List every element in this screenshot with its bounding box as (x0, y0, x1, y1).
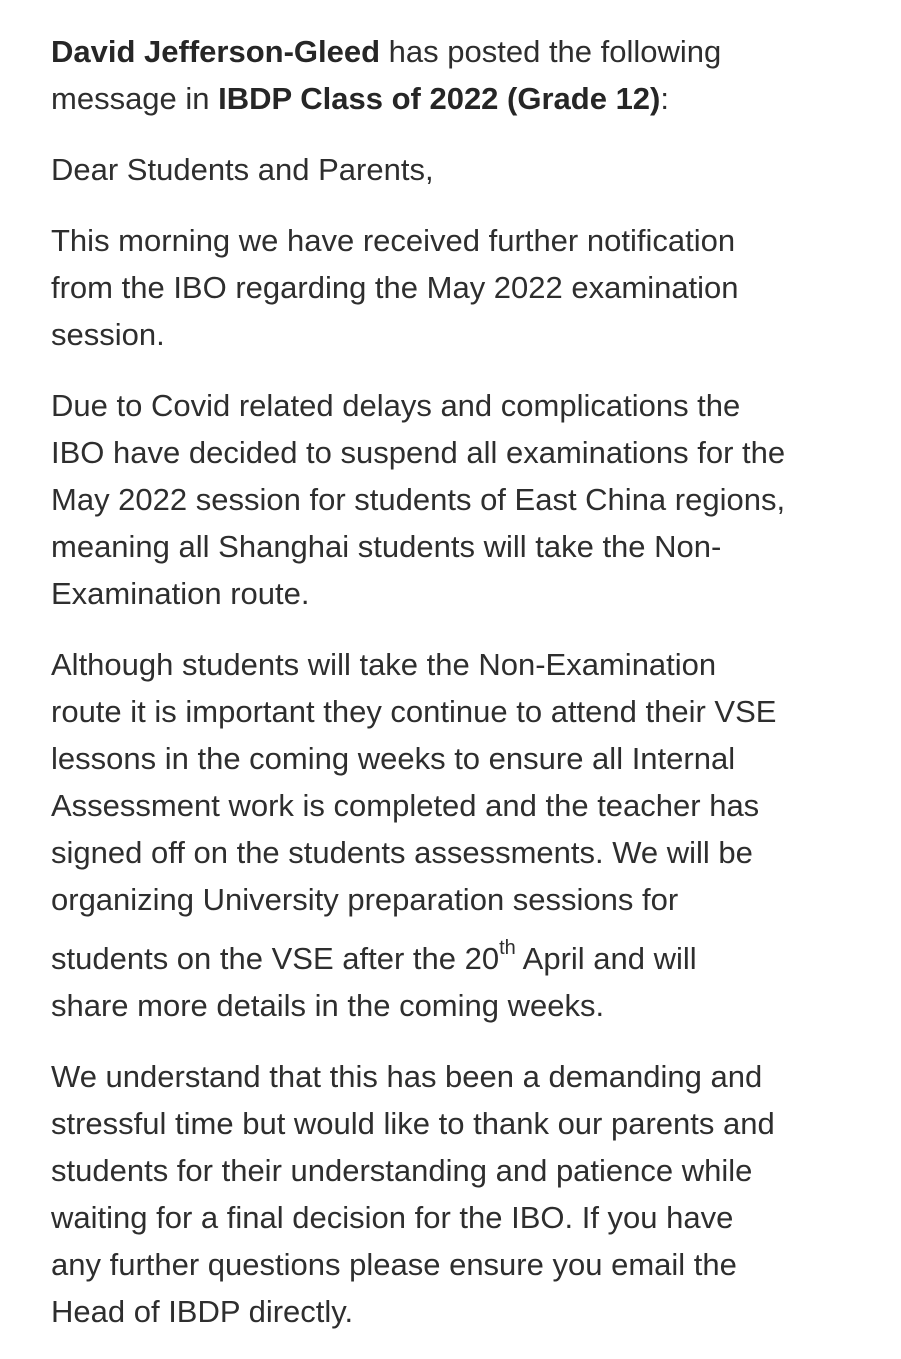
paragraph-3 (51, 641, 851, 1029)
paragraph-2 (51, 382, 851, 617)
paragraph-line: Assessment work is completed and the teacher has (51, 788, 760, 823)
message-body (51, 28, 851, 1359)
colon-text: : (660, 81, 669, 116)
paragraph-1 (51, 217, 851, 358)
paragraph-line: stressful time but would like to thank our parents and (51, 1106, 775, 1141)
paragraph-line: May 2022 session for students of East China regions, (51, 482, 786, 517)
paragraph-line: meaning all Shanghai students will take the Non- (51, 529, 722, 564)
post-header (51, 28, 851, 122)
class-name: IBDP Class of 2022 (Grade 12) (218, 81, 661, 116)
paragraph-line: students for their understanding and patience while (51, 1153, 753, 1188)
paragraph-line: organizing University preparation sessions for (51, 882, 679, 917)
paragraph-line: lessons in the coming weeks to ensure all Internal (51, 741, 736, 776)
paragraph-line: route it is important they continue to attend their VSE (51, 694, 777, 729)
greeting-line: Dear Students and Parents, (51, 152, 434, 187)
paragraph-line: This morning we have received further notification (51, 223, 736, 258)
paragraph-line: session. (51, 317, 165, 352)
paragraph-line: signed off on the students assessments. We will be (51, 835, 753, 870)
paragraph-4 (51, 1053, 851, 1335)
posted-text: has posted the following (380, 34, 722, 69)
paragraph-line: share more details in the coming weeks. (51, 988, 605, 1023)
paragraph-line: from the IBO regarding the May 2022 examination (51, 270, 739, 305)
date-superscript: th (499, 936, 516, 959)
post-header-line-1 (51, 28, 851, 75)
paragraph-line: We understand that this has been a demanding and (51, 1059, 763, 1094)
greeting (51, 146, 851, 193)
paragraph-line: Due to Covid related delays and complications the (51, 388, 741, 423)
paragraph-line: IBO have decided to suspend all examinations for the (51, 435, 786, 470)
date-line (51, 935, 851, 982)
post-header-line-2 (51, 75, 851, 122)
message-in-text: message in (51, 81, 219, 116)
paragraph-line: waiting for a final decision for the IBO. If you have (51, 1200, 734, 1235)
date-after-text: April and will (515, 941, 697, 976)
paragraph-line: Head of IBDP directly. (51, 1294, 354, 1329)
paragraph-line: Although students will take the Non-Examination (51, 647, 717, 682)
paragraph-line: any further questions please ensure you email the (51, 1247, 737, 1282)
date-before-text: students on the VSE after the 20 (51, 941, 500, 976)
paragraph-line: Examination route. (51, 576, 310, 611)
author-name: David Jefferson-Gleed (51, 34, 381, 69)
